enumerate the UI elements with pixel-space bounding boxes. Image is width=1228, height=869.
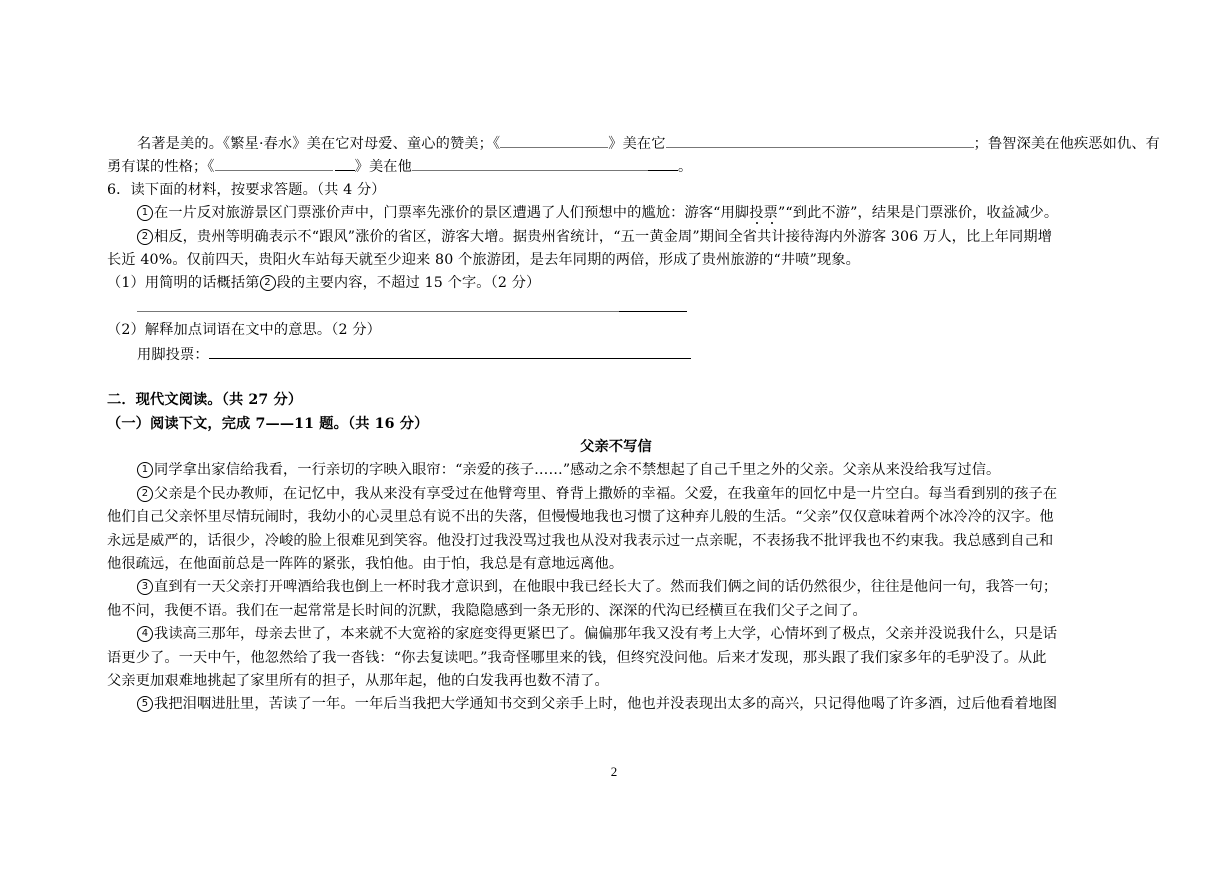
article-text: 他很疏远，在他面前总是一阵阵的紧张，我怕他。由于怕，我总是有意地远离他。 (107, 556, 624, 573)
q5-text-f: 。 (677, 159, 693, 176)
q5-line-1 (107, 132, 1160, 155)
page-number: 2 (610, 764, 618, 779)
answer-blank[interactable] (412, 155, 648, 171)
section-2-heading: 二．现代文阅读。（共 27 分） (107, 392, 303, 409)
sub1-answer-line (107, 296, 1125, 319)
article-line (107, 647, 1125, 670)
answer-blank[interactable] (648, 155, 678, 171)
article-line (107, 459, 1125, 482)
paragraph-number: 5 (137, 696, 153, 712)
article-text: 父亲是个民办教师，在记忆中，我从来没有享受过在他臂弯里、脊背上撒娇的幸福。父爱，在我童年的回忆中是一片空白。每当看到别的孩子在 (154, 485, 1058, 502)
article-line (107, 553, 1125, 576)
q6-paragraph-2 (107, 226, 1125, 249)
emphasis-dot-char: 投 (749, 205, 764, 222)
article-line (107, 576, 1125, 599)
q5-line-2 (107, 155, 1125, 178)
q6-sub-question-1 (107, 272, 1125, 295)
q5-text-b: 》美在它 (608, 136, 666, 152)
sub2-answer-line (107, 343, 1125, 366)
paragraph-number: 4 (137, 626, 153, 642)
q6-paragraph-2-cont: 长近 40%。仅前四天，贵阳火车站每天就至少迎来 80 个旅游团，是去年同期的两倍，形成了贵州旅游的“井喷”现象。 (107, 251, 860, 268)
q5-text-c: ；鲁智深美在他疾恶如仇、有 (973, 136, 1160, 152)
article-line (107, 506, 1125, 529)
article-line (107, 623, 1125, 646)
article-body (107, 459, 1125, 716)
exam-page (107, 132, 1160, 717)
sub1-text-b: 段的主要内容，不超过 15 个字。（2 分） (276, 275, 541, 292)
article-text: 同学拿出家信给我看，一行亲切的字映入眼帘：“亲爱的孩子……”感动之余不禁想起了自己千里之外的父亲。父亲从来没给我写过信。 (154, 462, 1001, 479)
answer-blank[interactable] (209, 343, 691, 359)
article-text: 他不问，我便不语。我们在一起常常是长时间的沉默，我隐隐感到一条无形的、深深的代沟已经横亘在我们父子之间了。 (107, 602, 867, 619)
article-text: 直到有一天父亲打开啤酒给我也倒上一杯时我才意识到，在他眼中我已经长大了。然而我们俩之间的话仍然很少，往往是他问一句，我答一句； (154, 579, 1058, 596)
q5-text-a: 名著是美的。《繁星·春水》美在它对母爱、童心的赞美；《 (137, 136, 501, 152)
article-text: 永远是威严的，话很少，冷峻的脸上很难见到笑容。他没打过我没骂过我也从没对我表示过一点亲昵，不表扬我不批评我也不约束我。我总感到自己和 (107, 532, 1054, 549)
paragraph-number: 3 (137, 579, 153, 595)
sub2-label: 用脚投票： (137, 346, 209, 363)
paragraph-number: 2 (260, 275, 276, 291)
answer-blank[interactable] (335, 155, 355, 171)
answer-blank[interactable] (137, 296, 619, 312)
q6-paragraph-1 (107, 202, 1125, 225)
article-line (107, 530, 1125, 553)
q6-heading: 6．读下面的材料，按要求答题。（共 4 分） (107, 181, 386, 198)
paragraph-number: 1 (137, 462, 153, 478)
q6-sub-question-2: （2）解释加点词语在文中的意思。（2 分） (107, 322, 381, 339)
answer-blank[interactable] (215, 155, 333, 171)
paragraph-number: 1 (137, 205, 153, 221)
emphasis-dot-char: 票 (763, 205, 778, 222)
article-line (107, 670, 1125, 693)
article-text: 我读高三那年，母亲去世了，本来就不大宽裕的家庭变得更紧巴了。偏偏那年我又没有考上大学，心情坏到了极点，父亲并没说我什么，只是话 (154, 626, 1058, 643)
q6-p1-text: 在一片反对旅游景区门票涨价声中，门票率先涨价的景区遭遇了人们预想中的尴尬：游客“用脚投票”“到此不游”，结果是门票涨价，收益减少。 (154, 205, 1059, 222)
paragraph-number: 2 (137, 486, 153, 502)
article-text: 我把泪咽进肚里，苦读了一年。一年后当我把大学通知书交到父亲手上时，他也并没表现出太多的高兴，只记得他喝了许多酒，过后他看着地图 (154, 696, 1058, 713)
article-text: 父亲更加艰难地挑起了家里所有的担子，从那年起，他的白发我再也数不清了。 (107, 672, 609, 689)
article-text: 他们自己父亲怀里尽情玩闹时，我幼小的心灵里总有说不出的失落，但慢慢地我也习惯了这种弃儿般的生活。“父亲”仅仅意味着两个冰冷冷的汉字。他 (107, 509, 1054, 526)
answer-blank[interactable] (500, 132, 608, 148)
article-line (107, 483, 1125, 506)
article-line (107, 600, 1125, 623)
q5-text-e: 》美在他 (354, 159, 412, 176)
q6-p2-text: 相反，贵州等明确表示不“跟风”涨价的省区，游客大增。据贵州省统计，“五一黄金周”期间全省共计接待海内外游客 306 万人，比上年同期增 (154, 228, 1053, 245)
answer-blank[interactable] (666, 132, 974, 148)
sub1-text-a: （1）用简明的话概括第 (107, 275, 260, 292)
answer-blank[interactable] (619, 296, 687, 312)
article-title: 父亲不写信 (580, 439, 652, 456)
article-text: 语更少了。一天中午，他忽然给了我一沓钱：“你去复读吧。”我奇怪哪里来的钱，但终究没问他。后来才发现，那头跟了我们家多年的毛驴没了。从此 (107, 649, 1047, 666)
q5-text-d: 勇有谋的性格；《 (107, 159, 215, 176)
paragraph-number: 2 (137, 229, 153, 245)
section-2-part-1: （一）阅读下文，完成 7——11 题。（共 16 分） (107, 415, 429, 432)
article-line (107, 693, 1125, 716)
